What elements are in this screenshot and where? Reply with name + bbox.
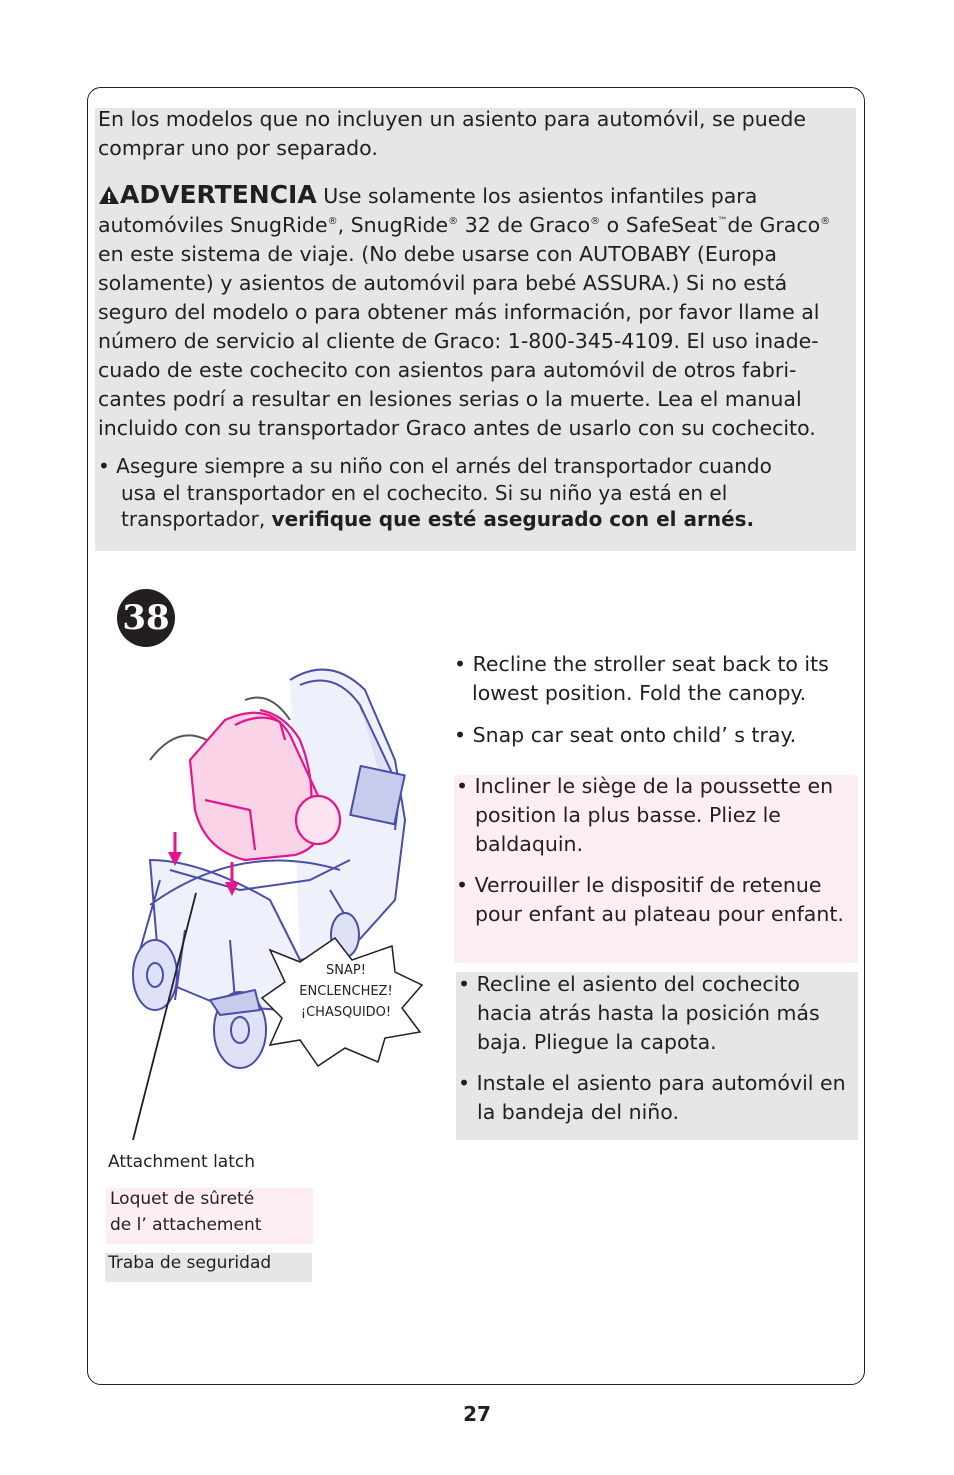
snap-line: ¡CHASQUIDO! — [300, 1005, 392, 1020]
registered-mark: ® — [590, 216, 601, 228]
latch-label-spanish: Traba de seguridad — [108, 1253, 272, 1273]
warning-text: , SnugRide — [337, 213, 449, 237]
snap-line: ENCLENCHEZ! — [299, 984, 393, 999]
harness-text: transportador, — [121, 507, 272, 531]
warning-text: o SafeSeat — [600, 213, 718, 237]
warning-text: 32 de Graco — [458, 213, 591, 237]
registered-mark: ® — [327, 216, 338, 228]
harness-emphasis: verifique que esté asegurado con el arnés. — [271, 507, 755, 531]
french-bullet: • Verrouiller le dispositif de retenue pour enfant au plateau pour enfant. — [456, 873, 844, 926]
english-bullet: • Recline the stroller seat back to its lowest position. Fold the canopy. — [454, 652, 829, 705]
warning-heading: ADVERTENCIA — [120, 180, 317, 209]
harness-line: usa el transportador en el cochecito. Si su niño ya está en el — [121, 480, 728, 505]
french-bullet: • Incliner le siège de la poussette en position la plus basse. Pliez le baldaquin. — [456, 774, 834, 856]
intro-text: En los modelos que no incluyen un asiento para automóvil, se puede comprar uno por separado. — [98, 107, 807, 160]
spanish-bullet: • Recline el asiento del cochecito hacia atrás hasta la posición más baja. Pliegue la capota. — [458, 972, 820, 1054]
english-bullet: • Snap car seat onto child’ s tray. — [454, 723, 797, 747]
snap-line: SNAP! — [326, 963, 366, 978]
spanish-bullet: • Instale el asiento para automóvil en la bandeja del niño. — [458, 1071, 846, 1124]
step-number-badge: 38 — [117, 589, 175, 647]
latch-label-french — [110, 1186, 310, 1238]
latch-label-line: de l’ attachement — [110, 1215, 262, 1235]
harness-line: • Asegure siempre a su niño con el arnés del transportador cuando — [98, 454, 772, 478]
page-number: 27 — [463, 1402, 491, 1426]
warning-text: Use solamente los asientos infantiles para automóviles SnugRide — [98, 184, 758, 237]
registered-mark: ® — [448, 216, 459, 228]
warning-text: en este sistema de viaje. (No debe usarse con AUTOBABY (Europa solamente) y asientos de automóvil para bebé ASSURA.) Si no está seguro del modelo o para obtener más información, por favor llame al número de servicio al cliente de Graco: 1-800-345-4109. El uso inade- cuado de este cochecito con asientos para automóvil de otros fabri- cantes podrí a resultar en lesiones serias o la muerte. Lea el manual incluido con su transportador Graco antes de usarlo con su cochecito. — [98, 242, 820, 440]
warning-text: de Graco — [727, 213, 821, 237]
latch-label-line: Loquet de sûreté — [110, 1189, 255, 1209]
snap-callout-text — [272, 960, 420, 1023]
latch-label-english: Attachment latch — [108, 1152, 255, 1172]
trademark-mark: ™ — [717, 216, 728, 228]
registered-mark: ® — [820, 216, 831, 228]
